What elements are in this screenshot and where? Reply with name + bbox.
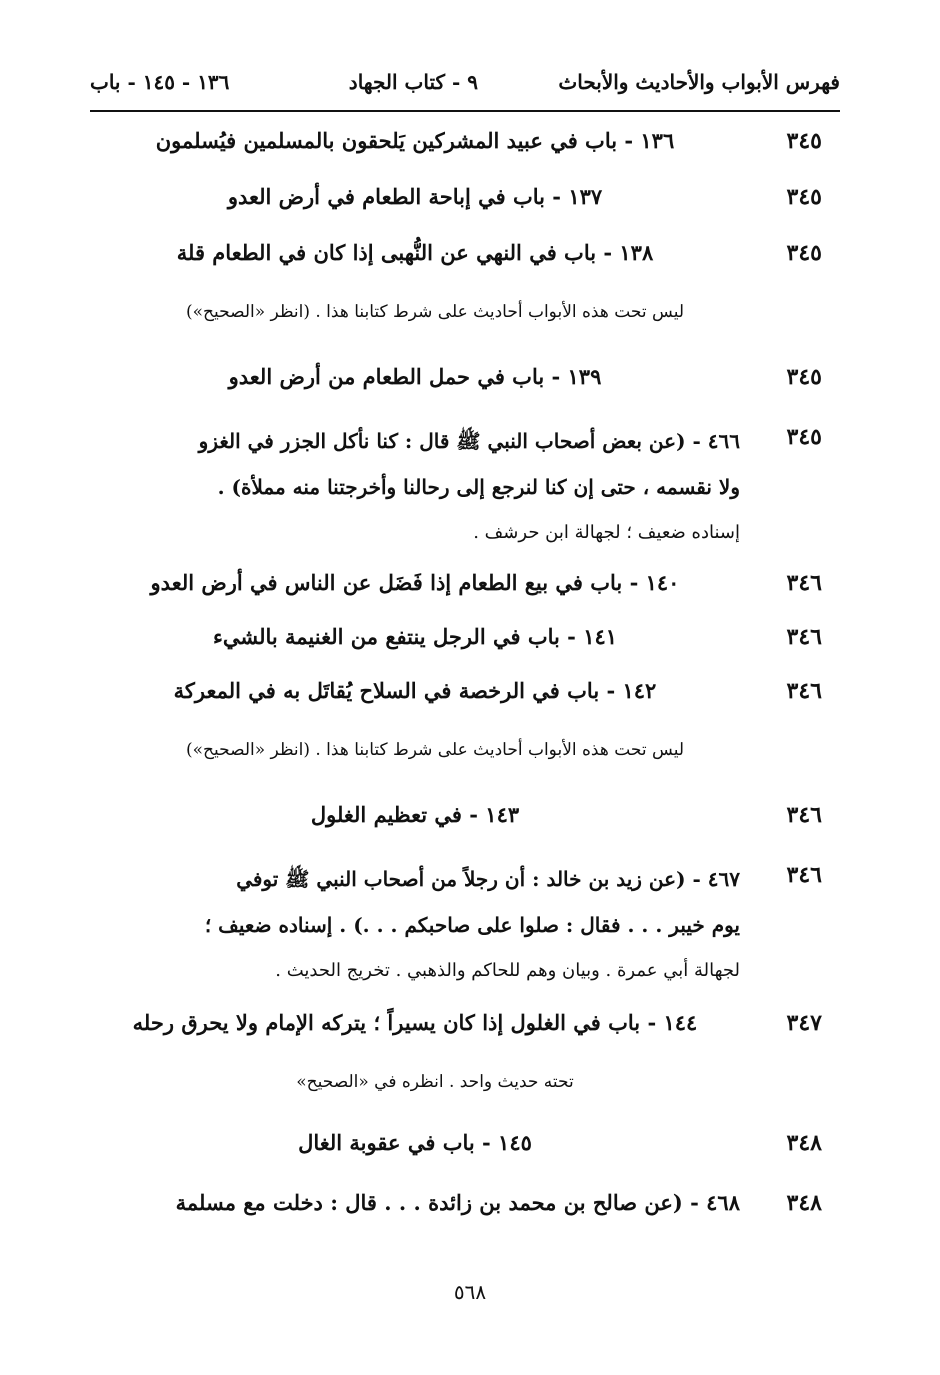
note-text: ليس تحت هذه الأبواب أحاديث على شرط كتابنا هذا . (انظر «الصحيح») — [186, 740, 684, 760]
chapter-title: ١٤١ - باب في الرجل ينتفع من الغنيمة بالشيء — [212, 624, 618, 649]
hadith-line: إسناده ضعيف ؛ لجهالة ابن حرشف . — [473, 522, 740, 543]
chapter-title: ١٣٦ - باب في عبيد المشركين يَلحقون بالمسلمين فيُسلمون — [155, 128, 675, 153]
entry-page-number: ٣٤٥ — [786, 364, 822, 390]
entry-page-number: ٣٤٧ — [786, 1010, 822, 1036]
hadith-text: ٤٦٨ - (عن صالح بن محمد بن زائدة . . . قال : دخلت مع مسلمة — [175, 1190, 740, 1215]
chapter-title: ١٣٧ - باب في إباحة الطعام في أرض العدو — [227, 184, 603, 209]
entry-page-number: ٣٤٦ — [786, 624, 822, 650]
header-rule — [90, 110, 840, 112]
entry-page-number: ٣٤٥ — [786, 424, 822, 450]
chapter-title: ١٤٣ - في تعظيم الغلول — [310, 802, 520, 827]
note-text: تحته حديث واحد . انظره في «الصحيح» — [296, 1072, 574, 1092]
chapter-title: ١٣٩ - باب في حمل الطعام من أرض العدو — [228, 364, 602, 389]
chapter-title: ١٤٥ - باب في عقوبة الغال — [298, 1130, 532, 1155]
note-text: ليس تحت هذه الأبواب أحاديث على شرط كتابنا هذا . (انظر «الصحيح») — [186, 302, 684, 322]
entry-page-number: ٣٤٨ — [786, 1190, 822, 1216]
entry-page-number: ٣٤٦ — [786, 678, 822, 704]
entry-page-number: ٣٤٥ — [786, 128, 822, 154]
entry-page-number: ٣٤٥ — [786, 184, 822, 210]
hadith-line: ولا نقسمه ، حتى إن كنا لنرجع إلى رحالنا وأخرجتنا منه مملأة) . — [217, 475, 740, 499]
hadith-line: ٤٦٦ - (عن بعض أصحاب النبي ﷺ قال : كنا نأكل الجزر في الغزو — [198, 429, 740, 453]
hadith-line: ٤٦٧ - (عن زيد بن خالد : أن رجلاً من أصحاب النبي ﷺ توفي — [236, 867, 740, 891]
chapter-title: ١٤٠ - باب في بيع الطعام إذا فَضَل عن الناس في أرض العدو — [150, 570, 680, 595]
header-range: ١٣٦ - ١٤٥ - باب — [90, 70, 230, 94]
hadith-line: لجهالة أبي عمرة . وبيان وهم للحاكم والذهبي . تخريج الحديث . — [275, 960, 740, 981]
hadith-text — [90, 856, 740, 994]
entry-page-number: ٣٤٦ — [786, 862, 822, 888]
hadith-text — [90, 418, 740, 556]
entry-page-number: ٣٤٥ — [786, 240, 822, 266]
running-header — [90, 70, 840, 106]
chapter-title: ١٤٢ - باب في الرخصة في السلاح يُقاتَل به في المعركة — [173, 678, 657, 703]
chapter-title: ١٤٤ - باب في الغلول إذا كان يسيراً ؛ يتركه الإمام ولا يحرق رحله — [132, 1010, 698, 1035]
chapter-title: ١٣٨ - باب في النهي عن النُّهبى إذا كان في الطعام قلة — [176, 240, 654, 265]
entry-page-number: ٣٤٦ — [786, 570, 822, 596]
entry-page-number: ٣٤٦ — [786, 802, 822, 828]
hadith-line: يوم خيبر . . . فقال : صلوا على صاحبكم . . .) . إسناده ضعيف ؛ — [204, 913, 740, 937]
page-number: ٥٦٨ — [453, 1280, 487, 1304]
entry-page-number: ٣٤٨ — [786, 1130, 822, 1156]
header-section: ٩ - كتاب الجهاد — [348, 70, 478, 94]
header-book-title: فهرس الأبواب والأحاديث والأبحاث — [558, 70, 840, 94]
